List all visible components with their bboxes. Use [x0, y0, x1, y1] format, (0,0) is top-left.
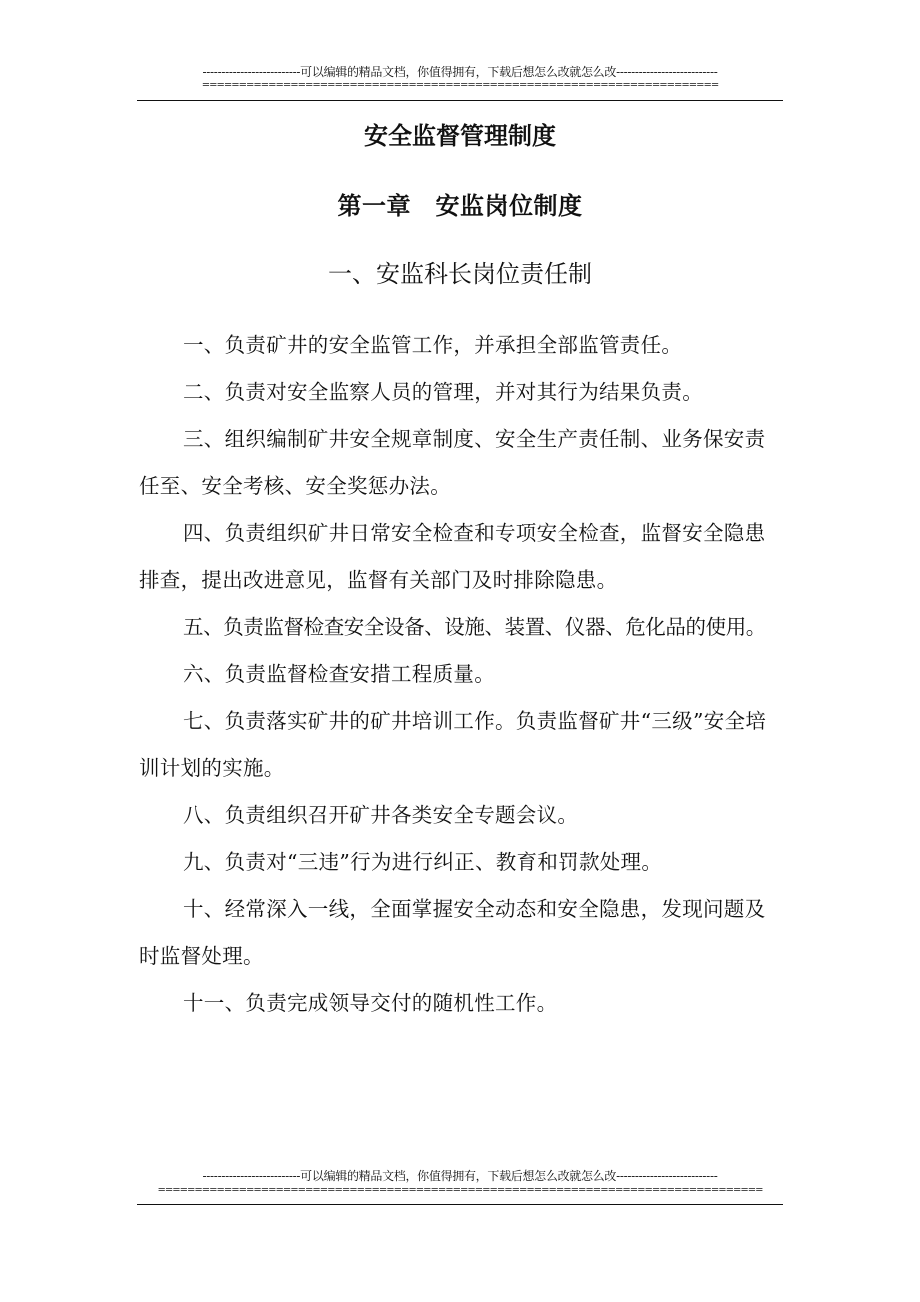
header-equals-line: ====================================================================== — [201, 80, 719, 91]
footer-notice: --------------------------可以编辑的精品文档，你值得拥有，下载后想怎么改就怎么改--------------------------- — [202, 1169, 718, 1183]
paragraph-10: 十、经常深入一线，全面掌握安全动态和安全隐患，发现问题及时监督处理。 — [139, 897, 766, 968]
paragraph-11: 十一、负责完成领导交付的随机性工作。 — [183, 991, 558, 1015]
paragraph-1: 一、负责矿井的安全监管工作，并承担全部监管责任。 — [183, 333, 683, 357]
page-header — [137, 64, 783, 104]
section-title: 一、安监科长岗位责任制 — [328, 260, 592, 288]
footer-equals-line: ================================================================================== — [157, 1185, 763, 1196]
header-rule — [137, 100, 783, 101]
paragraph-4: 四、负责组织矿井日常安全检查和专项安全检查，监督安全隐患排查，提出改进意见，监督有关部门及时排除隐患。 — [139, 521, 766, 592]
paragraph-2: 二、负责对安全监察人员的管理，并对其行为结果负责。 — [183, 380, 703, 404]
page-footer — [137, 1168, 783, 1208]
paragraph-8: 八、负责组织召开矿井各类安全专题会议。 — [183, 803, 579, 827]
document-title: 安全监督管理制度 — [364, 122, 556, 150]
paragraph-9: 九、负责对“三违”行为进行纠正、教育和罚款处理。 — [183, 850, 663, 874]
document-body — [139, 322, 785, 1027]
paragraph-5: 五、负责监督检查安全设备、设施、装置、仪器、危化品的使用。 — [183, 615, 766, 639]
chapter-title: 第一章 安监岗位制度 — [337, 192, 583, 220]
paragraph-7: 七、负责落实矿井的矿井培训工作。负责监督矿井“三级”安全培训计划的实施。 — [139, 709, 767, 780]
paragraph-3: 三、组织编制矿井安全规章制度、安全生产责任制、业务保安责任至、安全考核、安全奖惩办法。 — [139, 427, 766, 498]
footer-rule — [137, 1204, 783, 1205]
header-notice: --------------------------可以编辑的精品文档，你值得拥有，下载后想怎么改就怎么改--------------------------- — [202, 65, 718, 79]
paragraph-6: 六、负责监督检查安措工程质量。 — [183, 662, 495, 686]
